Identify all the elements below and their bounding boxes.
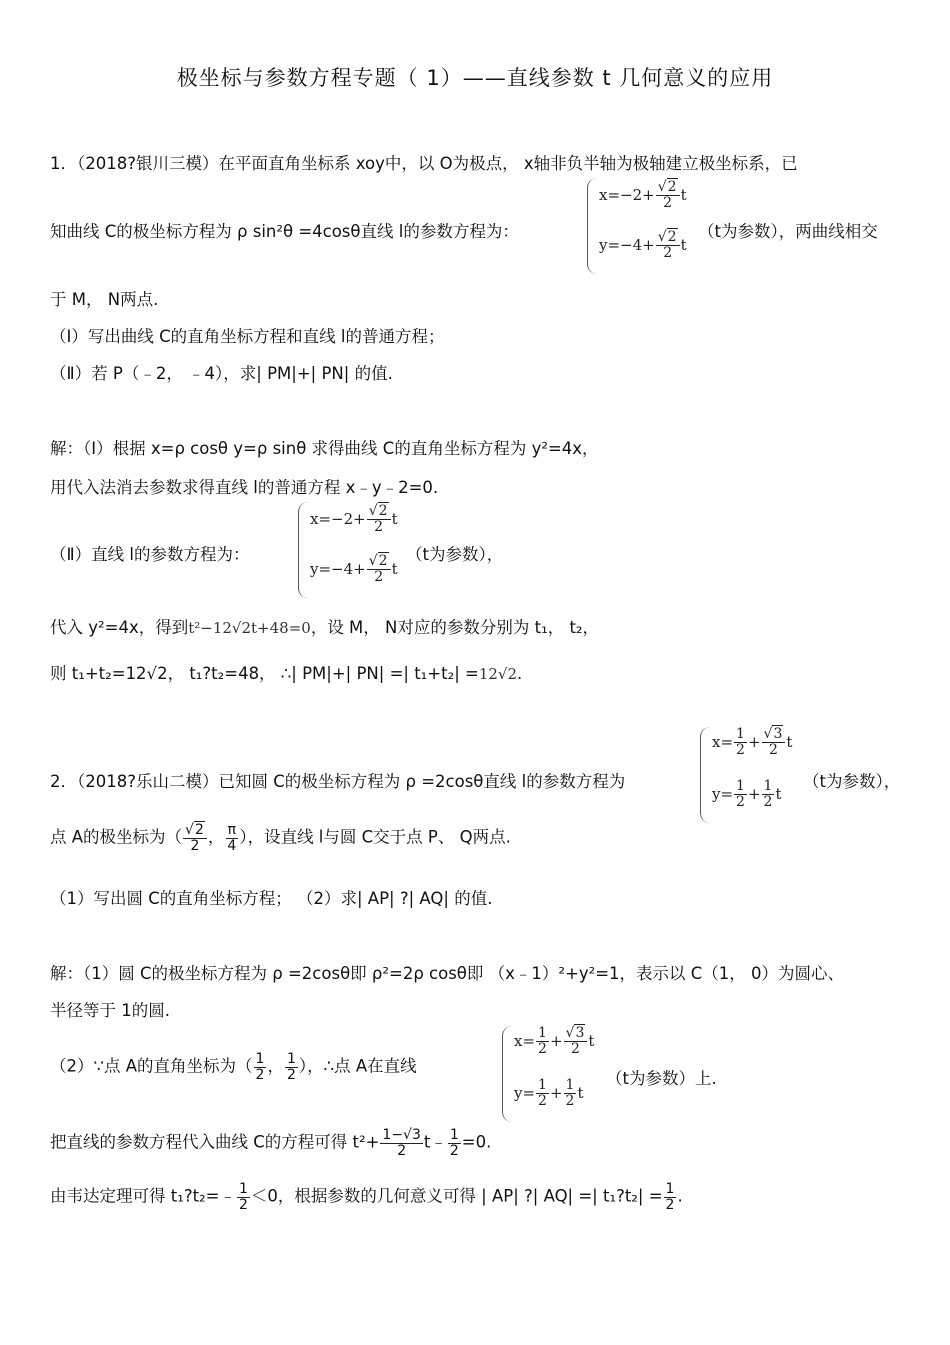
problem1-line2a: 知曲线 C的极坐标方程为 ρ sin²θ =4cosθ直线 l的参数方程为： [50,222,519,241]
solution1-line3a: （Ⅱ）直线 l的参数方程为： [50,545,250,564]
solution1-line1: 解：（Ⅰ）根据 x=ρ cosθ y=ρ sinθ 求得曲线 C的直角坐标方程为 y²=4x， [50,439,599,458]
problem1-line2b: （t为参数），两曲线相交 [698,222,878,241]
problem2-line1a: 2．（2018?乐山二模）已知圆 C的极坐标方程为 ρ =2cosθ直线 l的参数方程为 [50,772,626,791]
solution2-line1: 解：（1）圆 C的极坐标方程为 ρ =2cosθ即 ρ²=2ρ cosθ即 （x﹣1）²+y²=1，表示以 C（1， 0）为圆心、 [50,964,845,983]
problem2-line1b: （t为参数）， [803,772,901,791]
solution1-line5: 则 t₁+t₂=12√2， t₁?t₂=48， ∴| PM|+| PN| =| t₁+t₂| =12√2. [50,664,523,683]
problem2-param-system: x= $\frac{1}{2}$ + $\frac{√3}{2}$ t y= $\frac{1}{2}$ + $\frac{1}{2}$ t [700,727,800,823]
solution1-line2: 用代入法消去参数求得直线 l的普通方程 x﹣y﹣2=0. [50,478,439,497]
solution2-line3c: （t为参数）上. [606,1069,717,1088]
problem1-part2: （Ⅱ）若 P（﹣2， ﹣4），求| PM|+| PN| 的值. [50,364,393,383]
solution2-line2: 半径等于 1的圆. [50,1001,170,1020]
solution2-line4: 把直线的参数方程代入曲线 C的方程可得 t²+ $\frac{1-√3}{2}$ t﹣ $\frac{1}{2}$ =0. [50,1127,492,1159]
problem1-line3: 于 M， N两点. [50,290,159,309]
solution1-line3b: （t为参数）， [406,545,504,564]
quadratic-equation: t²−12√2t+48=0 [188,619,311,637]
problem1-part1: （Ⅰ）写出曲线 C的直角坐标方程和直线 l的普通方程； [50,327,445,346]
solution2-line3a: （2）∵点 A的直角坐标为（ $\frac{1}{2}$ ， $\frac{1}{2}$ ），∴点 A在直线 [50,1051,417,1083]
solution2-line5: 由韦达定理可得 t₁?t₂=﹣ $\frac{1}{2}$ ＜0，根据参数的几何意义可得 | AP| ?| AQ| =| t₁?t₂| = $\frac{1}{2}$ . [50,1181,683,1213]
problem1-line1: 1．（2018?银川三模）在平面直角坐标系 xoy中，以 O为极点， x轴非负半轴为极轴建立极坐标系，已 [50,154,798,173]
problem2-line2: 点 A的极坐标为（ $\frac{√2}{2}$ ， $\frac{\pi}{4}$ ），设直线 l与圆 C交于点 P、 Q两点. [50,822,511,854]
page-title: 极坐标与参数方程专题（ 1）——直线参数 t 几何意义的应用 [176,66,774,90]
solution1-param-system: x=−2+ $\frac{√2}{2}$ t y=−4+ $\frac{√2}{2}$ t [298,502,408,598]
problem1-param-system: x=−2+ $\frac{√2}{2}$ t y=−4+ $\frac{√2}{2}$ t [587,178,697,274]
problem2-parts: （1）写出圆 C的直角坐标方程； （2）求| AP| ?| AQ| 的值. [50,889,493,908]
solution1-line4: 代入 y²=4x，得到t²−12√2t+48=0，设 M， N对应的参数分别为 t₁， t₂， [50,618,600,637]
solution2-param-system: x= $\frac{1}{2}$ + $\frac{√3}{2}$ t y= $\frac{1}{2}$ + $\frac{1}{2}$ t [502,1026,602,1122]
